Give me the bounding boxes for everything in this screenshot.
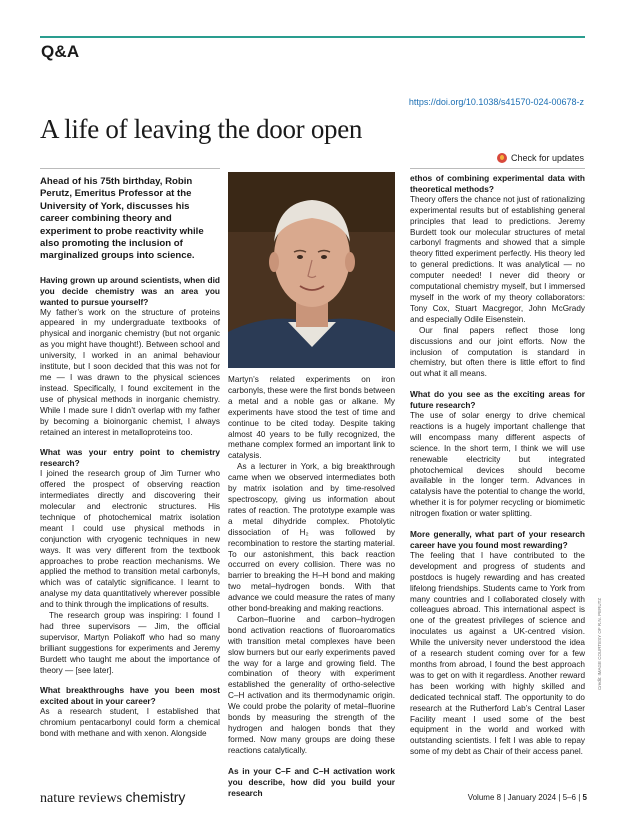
question: ethos of combining experimental data with theoretical methods?	[410, 173, 585, 194]
answer: Theory offers the chance not just of rationalizing experimental results but of establishing general principles that lead to predictions. Jeremy Burdett took our molecular structures of metal carbonyl fragments and showed that a simple theory fitted experiment perfectly. His theory led to general predictions. It was analytical — no computer needed! I never did theory or computational chemistry myself, but I immersed myself in the work of my theory collaborators: Tony Cox, Stuart Macgregor, John McGrady and especially Odile Eisenstein.	[410, 194, 585, 324]
column-rule	[410, 168, 585, 169]
answer: As a research student, I established that chromium pentacarbonyl could form a chemical bond with methane and with xenon. Alongside	[40, 707, 220, 739]
answer: I joined the research group of Jim Turner who offered the prospect of observing reaction intermediates directly and discovering their molecular and electronic structures. His technique of photochemical matrix isolation meant I could use physical methods in conjunction with cryogenic techniques in new ways. It was very different from the textbook approaches to probe reaction mechanisms. We applied the method to transition metal carbonyls, which was of catalytic significance. I learnt to analyse my data quantitatively wherever possible and to think through the implications of results.	[40, 469, 220, 610]
photo-credit: Credit: IMAGE COURTESY OF R.N. PERUTZ	[597, 597, 602, 690]
paragraph: As a lecturer in York, a big breakthrough came when we observed intermediates both by matrix isolation and by time-resolved spectroscopy, giving us information about rates of reaction. The prototype example was a metal dihydride complex. Photolytic dissociation of H₂ was followed by recombination to restore the starting material. To our astonishment, this back reaction occurred on every collision. There was no barrier to breaking the H–H bond and making two metal–hydrogen bonds. With that advance we could measure the rates of many other bond-breaking and making reactions.	[228, 462, 395, 614]
crossmark-icon	[497, 153, 507, 163]
doi-link[interactable]: https://doi.org/10.1038/s41570-024-00678-z	[408, 97, 584, 107]
answer: My father’s work on the structure of proteins appeared in my undergraduate textbooks of physical and inorganic chemistry (but not organic as you might have thought!). Between school and university, I worked in an animal behaviour institute, but I soon decided that this was not for me — I was drawn to the physical sciences instead. Specifically, I found excitement in the use of physical methods in inorganic chemistry. While I made sure I didn’t overlap with my father by becoming a bioinorganic chemist, I always retained an interest in metalloproteins too.	[40, 307, 220, 437]
answer: Our final papers reflect those long discussions and our joint efforts. Now the inclusion of computation is standard in chemistry, but often there is little effort to find out what it all means.	[410, 325, 585, 379]
answer: The feeling that I have contributed to the development and progress of students and postdocs is hugely rewarding and has created lifelong friendships. Students came to York from many countries and I collaborated closely with colleagues abroad. This international aspect is one of the greatest privileges of science and inoculates us against a UK-centred vision. While the university never understood the idea of a research student coming over for a few months from abroad, I found the best approach was to get on with it regardless. Another reward has been working with highly skilled and dedicated technical staff. The opportunity to do research at the Rutherford Lab’s Central Laser Facility meant I used some of the best equipment in the world and worked with outstanding scientists. I felt I was able to repay some of my debt as Chair of their access panel.	[410, 550, 585, 757]
footer-citation: Volume 8 | January 2024 | 5–6 | 5	[467, 793, 587, 802]
check-updates-button[interactable]	[497, 153, 584, 163]
footer-volume: Volume 8	[467, 793, 502, 802]
section-label: Q&A	[41, 42, 80, 61]
answer: The research group was inspiring: I found I had three supervisors — Jim, the official supervisor, Martyn Poliakoff who had so many brilliant suggestions for experiments and Jeremy Burdett who taught me about the importance of theory — [see later].	[40, 611, 220, 675]
brand-light: nature reviews	[40, 791, 123, 806]
question: What breakthroughs have you been most excited about in your career?	[40, 685, 220, 707]
question: What was your entry point to chemistry research?	[40, 447, 220, 469]
column-rule	[40, 168, 220, 169]
brand-bold: chemistry	[125, 789, 186, 805]
column-1	[40, 176, 220, 740]
footer-pages: 5–6	[562, 793, 576, 802]
question: Having grown up around scientists, when did you decide chemistry was an area you wanted to pursue yourself?	[40, 274, 220, 307]
page-number: 5	[582, 793, 587, 802]
question: More generally, what part of your research career have you found most rewarding?	[410, 529, 585, 550]
column-2	[228, 375, 395, 798]
check-updates-label: Check for updates	[510, 153, 584, 163]
answer: The use of solar energy to drive chemical reactions is a hugely important challenge that will encompass many different aspects of science. In the short term, I think we will use renewable electricity but integrated photochemical devices should become available in the longer term. Advances in catalysis have the potential to change the world, whether it is for polymer recycling or biomimetic nitrogen fixation or water splitting.	[410, 411, 585, 519]
portrait-photo	[228, 172, 395, 368]
question: What do you see as the exciting areas for future research?	[410, 389, 585, 411]
header-rule	[40, 36, 585, 38]
column-3	[410, 173, 585, 758]
footer-date: January 2024	[507, 793, 557, 802]
standfirst: Ahead of his 75th birthday, Robin Perutz, Emeritus Professor at the University of York, discusses his career combining theory and experiment to probe reactivity while also promoting the inclusion of marginalized groups into science.	[40, 176, 204, 262]
portrait-illustration	[228, 172, 395, 368]
paragraph: Martyn’s related experiments on iron carbonyls, these were the first bonds between a metal and a noble gas or alkane. My experiments have stood the test of time and continue to be cited today. Despite taking almost 40 years to be fully recognized, the methane complex formed an important link to catalysis.	[228, 375, 395, 461]
journal-brand	[40, 789, 185, 807]
article-title: A life of leaving the door open	[40, 114, 363, 144]
question: As in your C–F and C–H activation work you describe, how did you build your research	[228, 765, 395, 798]
paragraph: Carbon–fluorine and carbon–hydrogen bond activation reactions of fluoroaromatics with transition metal complexes have been slow burners but our early experiments paved the way for a large and growing field. The combination of theory with experiment established the generality of ortho-selective C–H activation and its thermodynamic origin. We could probe the polarity of metal–fluorine bonds by measuring the strength of the hydrogen and halogen bonds that they formed. Now many groups are doing these reactions catalytically.	[228, 614, 395, 755]
